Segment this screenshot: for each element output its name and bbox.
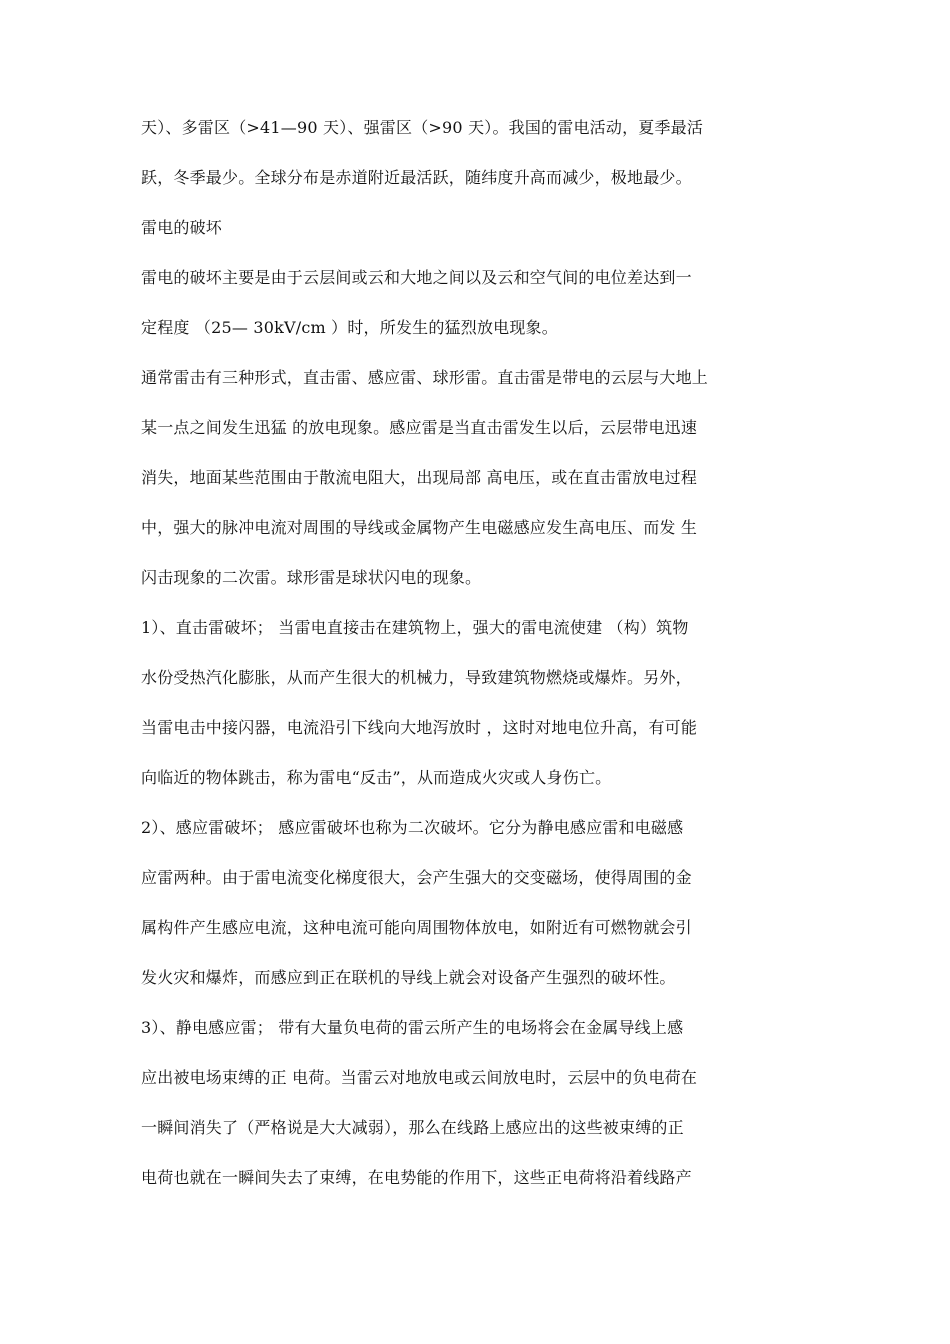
- text-line: 向临近的物体跳击，称为雷电“反击”，从而造成火灾或人身伤亡。: [141, 768, 612, 787]
- text-line: 一瞬间消失了（严格说是大大减弱），那么在线路上感应出的这些被束缚的正: [141, 1118, 684, 1137]
- text-line: 通常雷击有三种形式，直击雷、感应雷、球形雷。直击雷是带电的云层与大地上: [141, 368, 709, 387]
- text-line: 天）、多雷区（>41—90 天）、强雷区（>90 天）。我国的雷电活动，夏季最活: [141, 118, 704, 137]
- text-line: 定程度 （25— 30kV/cm ）时，所发生的猛烈放电现象。: [141, 318, 558, 337]
- text-line: 跃，冬季最少。全球分布是赤道附近最活跃，随纬度升高而减少，极地最少。: [141, 168, 692, 187]
- text-line: 当雷电击中接闪器，电流沿引下线向大地泻放时 ，这时对地电位升高，有可能: [141, 718, 698, 737]
- text-line: 某一点之间发生迅猛 的放电现象。感应雷是当直击雷发生以后，云层带电迅速: [141, 418, 698, 437]
- text-line: 2）、感应雷破坏； 感应雷破坏也称为二次破坏。它分为静电感应雷和电磁感: [141, 818, 684, 837]
- text-line: 电荷也就在一瞬间失去了束缚，在电势能的作用下，这些正电荷将沿着线路产: [141, 1168, 692, 1187]
- text-line: 3）、静电感应雷； 带有大量负电荷的雷云所产生的电场将会在金属导线上感: [141, 1018, 684, 1037]
- text-line: 水份受热汽化膨胀，从而产生很大的机械力，导致建筑物燃烧或爆炸。另外，: [141, 668, 692, 687]
- section-heading: 雷电的破坏: [141, 218, 223, 237]
- text-line: 应雷两种。由于雷电流变化梯度很大，会产生强大的交变磁场，使得周围的金: [141, 868, 692, 887]
- text-line: 发火灾和爆炸，而感应到正在联机的导线上就会对设备产生强烈的破坏性。: [141, 968, 676, 987]
- text-line: 应出被电场束缚的正 电荷。当雷云对地放电或云间放电时，云层中的负电荷在: [141, 1068, 698, 1087]
- text-line: 闪击现象的二次雷。球形雷是球状闪电的现象。: [141, 568, 482, 587]
- text-line: 中，强大的脉冲电流对周围的导线或金属物产生电磁感应发生高电压、而发 生: [141, 518, 698, 537]
- text-line: 消失，地面某些范围由于散流电阻大，出现局部 高电压，或在直击雷放电过程: [141, 468, 698, 487]
- text-line: 1）、直击雷破坏； 当雷电直接击在建筑物上，强大的雷电流使建 （构）筑物: [141, 618, 689, 637]
- text-line: 属构件产生感应电流，这种电流可能向周围物体放电，如附近有可燃物就会引: [141, 918, 692, 937]
- text-line: 雷电的破坏主要是由于云层间或云和大地之间以及云和空气间的电位差达到一: [141, 268, 692, 287]
